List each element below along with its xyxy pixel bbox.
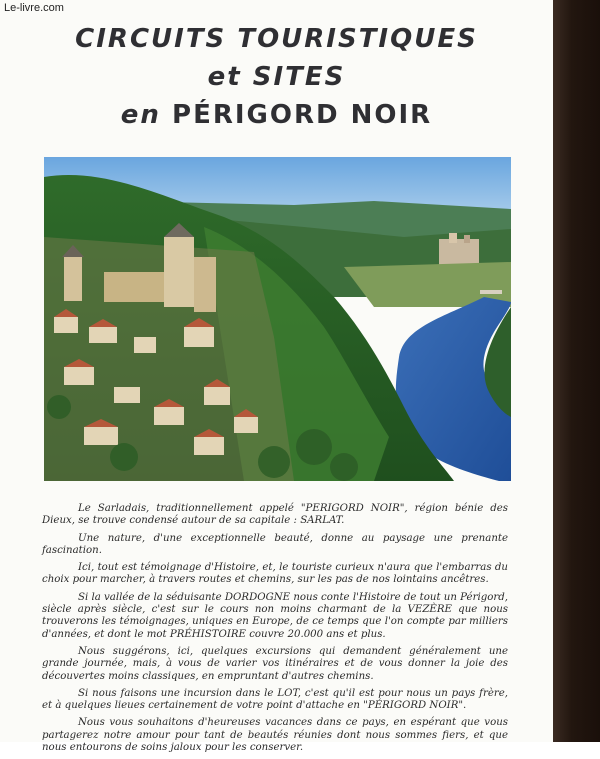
watermark: Le-livre.com <box>4 2 64 14</box>
title-sites: SITES <box>252 62 346 92</box>
title-en: en <box>120 100 161 130</box>
title-line-3 <box>30 100 523 130</box>
landscape-photo <box>44 157 511 481</box>
paragraph: Si la vallée de la séduisante DORDOGNE nous conte l'Histoire de tout un Périgord, siècle après siècle, c'est sur le cours non moins charmant de la VEZÈRE que nous trouverons les témoignages, uniques en Europe, de ce temps que l'on compte par milliers d'années, et dont le mot PRÉHISTOIRE couvre 20.000 ans et plus. <box>42 591 508 640</box>
paragraph: Si nous faisons une incursion dans le LOT, c'est qu'il est pour nous un pays frère, et à quelques lieues certainement de votre point d'attache en "PÉRIGORD NOIR". <box>42 687 508 712</box>
paragraph: Le Sarladais, traditionnellement appelé "PERIGORD NOIR", région bénie des Dieux, se trouve condensé autour de sa capitale : SARLAT. <box>42 503 508 527</box>
book-spine-edge <box>553 0 600 742</box>
paragraph: Nous vous souhaitons d'heureuses vacances dans ce pays, en espérant que vous partagerez notre amour pour tant de beautés réunies dont nous sommes fiers, et que nous entourons de soins jaloux pour les conserver. <box>42 717 508 754</box>
title-line-2 <box>30 62 523 92</box>
title-et: et <box>207 62 242 92</box>
intro-text <box>42 503 508 759</box>
paragraph: Nous suggérons, ici, quelques excursions qui demandent généralement une grande journée, mais, à vous de varier vos itinéraires et de vous donner la joie des découvertes moins classiques, en empruntant d'autres chemins. <box>42 645 508 682</box>
paragraph: Ici, tout est témoignage d'Histoire, et, le touriste curieux n'aura que l'embarras du choix pour marcher, à travers routes et chemins, sur les pas de nos lointains ancêtres. <box>42 562 508 586</box>
title-line-1: CIRCUITS TOURISTIQUES <box>75 24 478 54</box>
paragraph: Une nature, d'une exceptionnelle beauté, donne au paysage une prenante fascination. <box>42 532 508 556</box>
title-perigord-noir: PÉRIGORD NOIR <box>172 100 433 130</box>
